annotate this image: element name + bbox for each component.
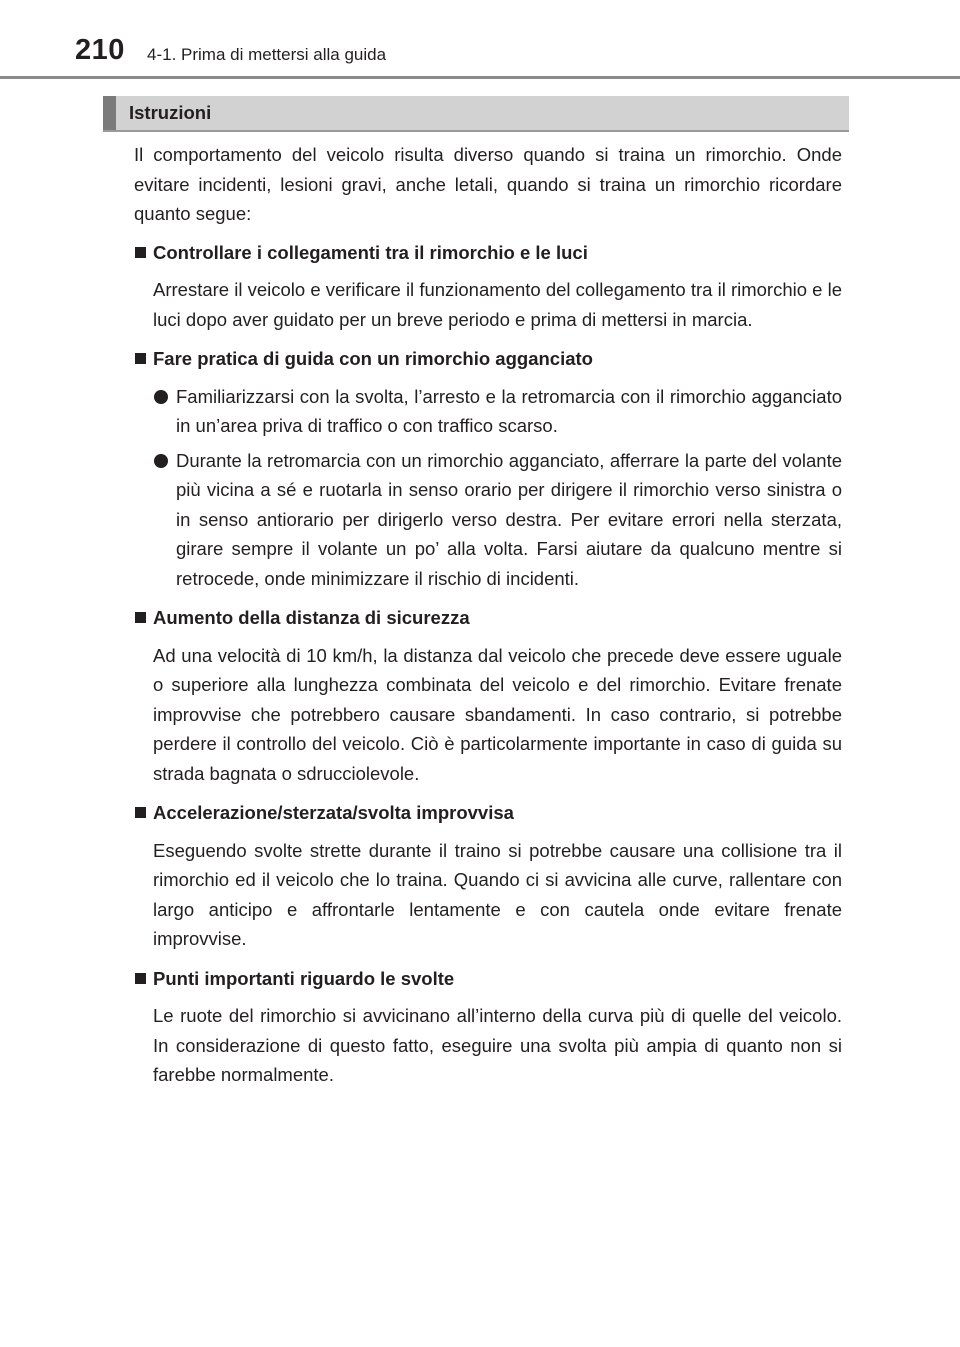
instruction-block	[134, 603, 842, 788]
header-divider	[0, 76, 960, 79]
block-heading	[134, 238, 842, 268]
block-heading-text: Punti importanti riguardo le svolte	[153, 967, 455, 989]
square-bullet-icon	[135, 807, 146, 818]
block-heading	[134, 344, 842, 374]
list-item	[134, 382, 842, 441]
chapter-title: 4-1. Prima di mettersi alla guida	[147, 45, 387, 64]
instruction-block	[134, 798, 842, 954]
page-content	[134, 140, 842, 1100]
section-accent	[103, 96, 116, 130]
instruction-block	[134, 964, 842, 1090]
list-item-text: Durante la retromarcia con un rimorchio agganciato, afferrare la parte del volante più vicina a sé e ruotarla in senso orario per dirigere il rimorchio verso sinistra o in senso antiorario per dirigerlo verso destra. Per evitare errori nella sterzata, girare sempre il volante un po’ alla volta. Farsi aiutare da qualcuno mentre si retrocede, onde minimizzare il rischio di incidenti.	[176, 449, 842, 589]
block-text: Le ruote del rimorchio si avvicinano all’interno della curva più di quelle del veicolo. In considerazione di questo fatto, eseguire una svolta più ampia di quanto non si farebbe normalmente.	[153, 1005, 842, 1085]
square-bullet-icon	[135, 973, 146, 984]
intro-paragraph: Il comportamento del veicolo risulta diverso quando si traina un rimorchio. Onde evitare incidenti, lesioni gravi, anche letali, quando si traina un rimorchio ricordare quanto segue:	[134, 144, 842, 224]
square-bullet-icon	[135, 612, 146, 623]
block-heading	[134, 603, 842, 633]
block-text: Eseguendo svolte strette durante il traino si potrebbe causare una collisione tra il rimorchio ed il veicolo che lo traina. Quando ci si avvicina alle curve, rallentare con largo anticipo e affrontarle lentamente e con cautela onde evitare frenate improvvise.	[153, 839, 842, 949]
square-bullet-icon	[135, 353, 146, 364]
block-heading-text: Fare pratica di guida con un rimorchio agganciato	[153, 348, 593, 369]
section-title: Istruzioni	[129, 102, 212, 123]
block-heading	[134, 798, 842, 828]
block-text: Arrestare il veicolo e verificare il funzionamento del collegamento tra il rimorchio e le luci dopo aver guidato per un breve periodo e prima di mettersi in marcia.	[153, 279, 842, 330]
instruction-block	[134, 344, 842, 603]
page-number: 210	[75, 34, 125, 66]
block-heading-text: Controllare i collegamenti tra il rimorchio e le luci	[153, 241, 588, 263]
block-text: Ad una velocità di 10 km/h, la distanza dal veicolo che precede deve essere uguale o superiore alla lunghezza combinata del veicolo e del rimorchio. Evitare frenate improvvise che potrebbero causare sbandamenti. In caso contrario, si potrebbe perdere il controllo del veicolo. Ciò è particolarmente importante in caso di guida su strada bagnata o sdrucciolevole.	[153, 644, 842, 784]
block-heading-text: Aumento della distanza di sicurezza	[153, 607, 470, 628]
round-bullet-icon	[154, 454, 168, 468]
list-item-text: Familiarizzarsi con la svolta, l’arresto e la retromarcia con il rimorchio agganciato in un’area priva di traffico o con traffico scarso.	[176, 385, 842, 436]
square-bullet-icon	[135, 247, 146, 258]
block-heading	[134, 964, 842, 994]
round-bullet-icon	[154, 390, 168, 404]
section-header-bar	[103, 96, 849, 130]
section-underline	[103, 130, 849, 132]
list-item	[134, 446, 842, 594]
page-header	[0, 0, 960, 80]
block-heading-text: Accelerazione/sterzata/svolta improvvisa	[153, 802, 514, 823]
instruction-block	[134, 238, 842, 335]
